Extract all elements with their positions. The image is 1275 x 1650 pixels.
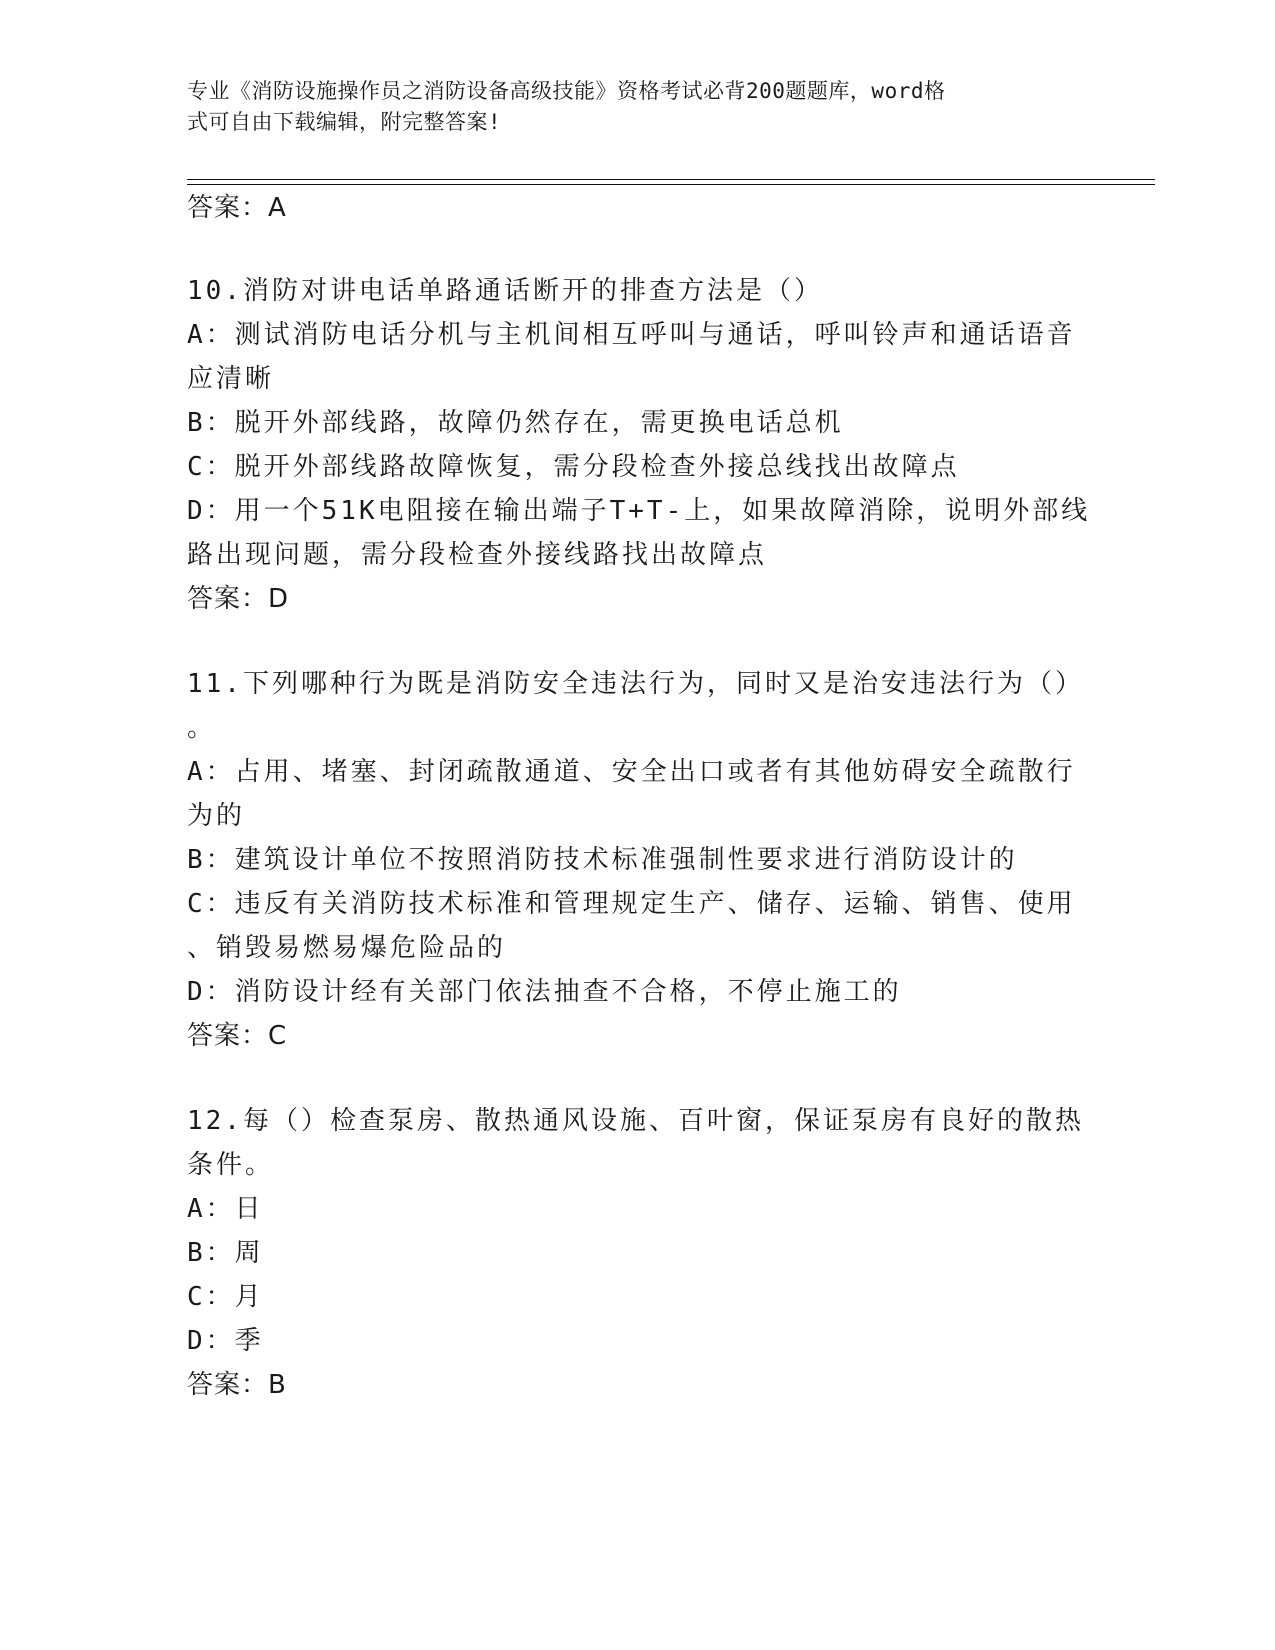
question-title-continued: 条件。 <box>187 1150 275 1180</box>
header-rule-top <box>187 179 1155 180</box>
answer-line: 答案：A <box>187 193 287 223</box>
header-line-1: 专业《消防设施操作员之消防设备高级技能》资格考试必背200题题库，word格 <box>187 79 946 103</box>
header-rule-bottom <box>187 184 1155 185</box>
question-title: 10.消防对讲电话单路通话断开的排查方法是（） <box>187 276 823 306</box>
option-b: B：建筑设计单位不按照消防技术标准强制性要求进行消防设计的 <box>187 845 1018 875</box>
question-title: 12.每（）检查泵房、散热通风设施、百叶窗，保证泵房有良好的散热 <box>187 1106 1084 1136</box>
header-line-2: 式可自由下载编辑，附完整答案! <box>187 110 502 134</box>
option-c-continued: 、销毁易燃易爆危险品的 <box>187 933 507 963</box>
option-d: D：用一个51K电阻接在输出端子T+T-上，如果故障消除，说明外部线 <box>187 496 1091 526</box>
question-title: 11.下列哪种行为既是消防安全违法行为，同时又是治安违法行为（） <box>187 669 1084 699</box>
document-header <box>187 76 1067 138</box>
option-b: B：周 <box>187 1238 264 1268</box>
option-a: A：测试消防电话分机与主机间相互呼叫与通话，呼叫铃声和通话语音 <box>187 320 1076 350</box>
answer-line: 答案：B <box>187 1370 287 1400</box>
option-d: D：消防设计经有关部门依法抽查不合格，不停止施工的 <box>187 977 902 1007</box>
answer-line: 答案：D <box>187 584 290 614</box>
option-b: B：脱开外部线路，故障仍然存在，需更换电话总机 <box>187 408 844 438</box>
option-a: A：占用、堵塞、封闭疏散通道、安全出口或者有其他妨碍安全疏散行 <box>187 757 1076 787</box>
option-d-continued: 路出现问题，需分段检查外接线路找出故障点 <box>187 540 768 570</box>
option-a-continued: 为的 <box>187 801 246 831</box>
option-c: C：违反有关消防技术标准和管理规定生产、储存、运输、销售、使用 <box>187 889 1076 919</box>
option-a: A：日 <box>187 1194 264 1224</box>
answer-line: 答案：C <box>187 1021 288 1051</box>
option-a-continued: 应清晰 <box>187 364 275 394</box>
option-d: D：季 <box>187 1326 264 1356</box>
option-c: C：月 <box>187 1282 264 1312</box>
question-title-continued: 。 <box>187 713 217 743</box>
option-c: C：脱开外部线路故障恢复，需分段检查外接总线找出故障点 <box>187 452 960 482</box>
